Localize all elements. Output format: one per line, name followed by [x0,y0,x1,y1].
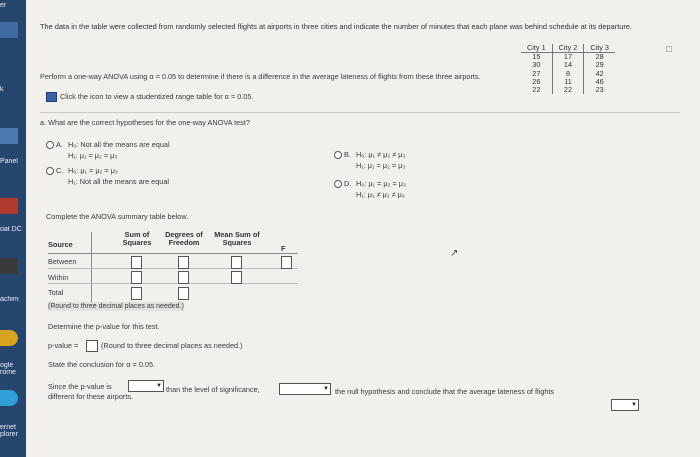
ss-within-input[interactable] [131,271,142,284]
option-b-radio[interactable] [334,151,342,159]
header-f: F [281,244,286,253]
option-b-h0: H₀: μ₁ ≠ μ₂ ≠ μ₃ [356,150,406,159]
table-rule [48,283,298,284]
divider [40,112,680,113]
table-cell: 17 [552,53,584,62]
header-source: Source [48,240,73,249]
df-within-input[interactable] [178,271,189,284]
table-cell: 28 [595,52,604,62]
table-rule [48,253,298,254]
table-rule [91,232,92,302]
option-d-h0: H₀: μ₁ = μ₂ = μ₃ [356,179,406,188]
table-cell: 26 [532,76,541,86]
df-total-input[interactable] [178,287,189,300]
app-tile-icon-2[interactable] [0,258,18,274]
pvalue-comparison-select[interactable] [128,380,164,392]
ss-between-input[interactable] [131,256,142,269]
option-a-h0: H₀: Not all the means are equal [68,140,170,149]
option-c-label: C. [56,166,64,175]
option-a-h1: H₁: μ₁ = μ₂ = μ₃ [68,151,118,160]
option-c-h0: H₀: μ₁ = μ₂ = μ₃ [68,166,118,175]
table-cell: 15 [532,52,541,62]
dropdown-arrow-icon: ▼ [323,386,329,392]
chrome-icon[interactable] [0,330,18,346]
option-a-label: A. [56,140,63,149]
header-degrees-of-freedom: Degrees of Freedom [165,230,203,247]
conclusion-text-4: different for these airports. [48,392,134,401]
taskbar-label: achim [0,296,19,303]
taskbar-label: oat DC [0,226,22,233]
table-cell: 14 [552,61,584,69]
option-a-radio[interactable] [46,141,54,149]
perform-instruction: Perform a one-way ANOVA using α = 0.05 to determine if there is a difference in the average lateness of flights from these three airports. [40,72,481,81]
taskbar-label: k [0,86,4,93]
table-cell: 23 [595,85,604,95]
taskbar-item-2[interactable] [0,86,26,94]
dropdown-arrow-icon: ▼ [631,402,637,408]
taskbar-label: Panel [0,158,18,165]
option-b-label: B. [344,150,351,159]
ms-within-input[interactable] [231,271,242,284]
pvalue-note: (Round to three decimal places as needed.) [101,341,243,350]
table-cell: 42 [595,68,604,78]
conclusion-text-2: than the level of significance, [166,385,260,394]
table-cell: 22 [532,85,541,95]
question-a: a. What are the correct hypotheses for the one-way ANOVA test? [40,118,250,127]
taskbar-item-1[interactable] [0,2,26,10]
copy-icon[interactable]: □ [666,44,672,54]
table-header: City 2 [552,44,584,53]
pvalue-instruction: Determine the p-value for this test. [48,322,160,331]
header-mean-sum-of-squares: Mean Sum of Squares [214,230,260,247]
table-cell: 22 [552,86,584,94]
f-input[interactable] [281,256,292,269]
table-header: City 3 [584,44,615,53]
desktop-taskbar [0,0,26,457]
option-d-label: D. [344,179,352,188]
header-sum-of-squares: Sum of Squares [122,230,152,247]
anova-round-note: (Round to three decimal places as needed.) [48,303,184,310]
pvalue-input[interactable] [86,340,98,352]
is-isnot-select[interactable] [611,399,639,411]
table-header: City 1 [521,44,552,53]
taskbar-item-6[interactable] [0,362,22,376]
pvalue-label: p-value = [48,341,79,350]
internet-explorer-icon[interactable] [0,390,18,406]
acrobat-icon[interactable] [0,198,18,214]
option-b-h1: H₁: μ₁ = μ₂ = μ₃ [356,161,406,170]
option-c-h1: H₁: Not all the means are equal [68,177,170,186]
table-cell: 11 [552,78,584,86]
taskbar-item-7[interactable] [0,424,22,438]
taskbar-label: ernet plorer [0,424,18,438]
table-icon[interactable] [46,92,57,102]
table-rule [48,268,298,269]
ms-between-input[interactable] [231,256,242,269]
flight-data-table [521,44,615,94]
row-between: Between [48,257,77,266]
conclusion-text-1: Since the p-value is [48,382,112,391]
taskbar-item-3[interactable] [0,158,26,166]
df-between-input[interactable] [178,256,189,269]
control-panel-icon[interactable] [0,128,18,144]
decision-select[interactable] [279,383,331,395]
row-total: Total [48,288,64,297]
table-cell: 29 [595,60,604,70]
problem-intro: The data in the table were collected from randomly selected flights at airports in three cities and indicate the number of minutes that each plane was behind schedule at its departure. [40,22,632,31]
anova-instruction: Complete the ANOVA summary table below. [46,212,189,221]
taskbar-label: er [0,2,7,9]
ss-total-input[interactable] [131,287,142,300]
dropdown-arrow-icon: ▼ [156,383,162,389]
conclusion-text-3: the null hypothesis and conclude that the average lateness of flights [335,387,555,396]
table-cell: 30 [532,60,541,70]
table-row [521,86,615,94]
row-within: Within [48,273,69,282]
taskbar-item-5[interactable] [0,296,26,304]
taskbar-label: ogle rome [0,362,16,376]
conclusion-instruction: State the conclusion for α = 0.05. [48,360,156,369]
table-cell: 27 [532,68,541,78]
option-d-radio[interactable] [334,180,342,188]
option-c-radio[interactable] [46,167,54,175]
click-icon-text: Click the icon to view a studentized range table for α = 0.05. [60,92,254,101]
mouse-cursor-icon: ↗ [450,248,459,259]
table-cell: 46 [595,76,604,86]
table-cell: 8 [552,70,584,78]
app-tile-icon[interactable] [0,22,18,38]
problem-panel [26,0,700,457]
taskbar-item-4[interactable] [0,226,22,233]
option-d-h1: H₁: μ₁ ≠ μ₂ ≠ μ₃ [356,190,405,199]
